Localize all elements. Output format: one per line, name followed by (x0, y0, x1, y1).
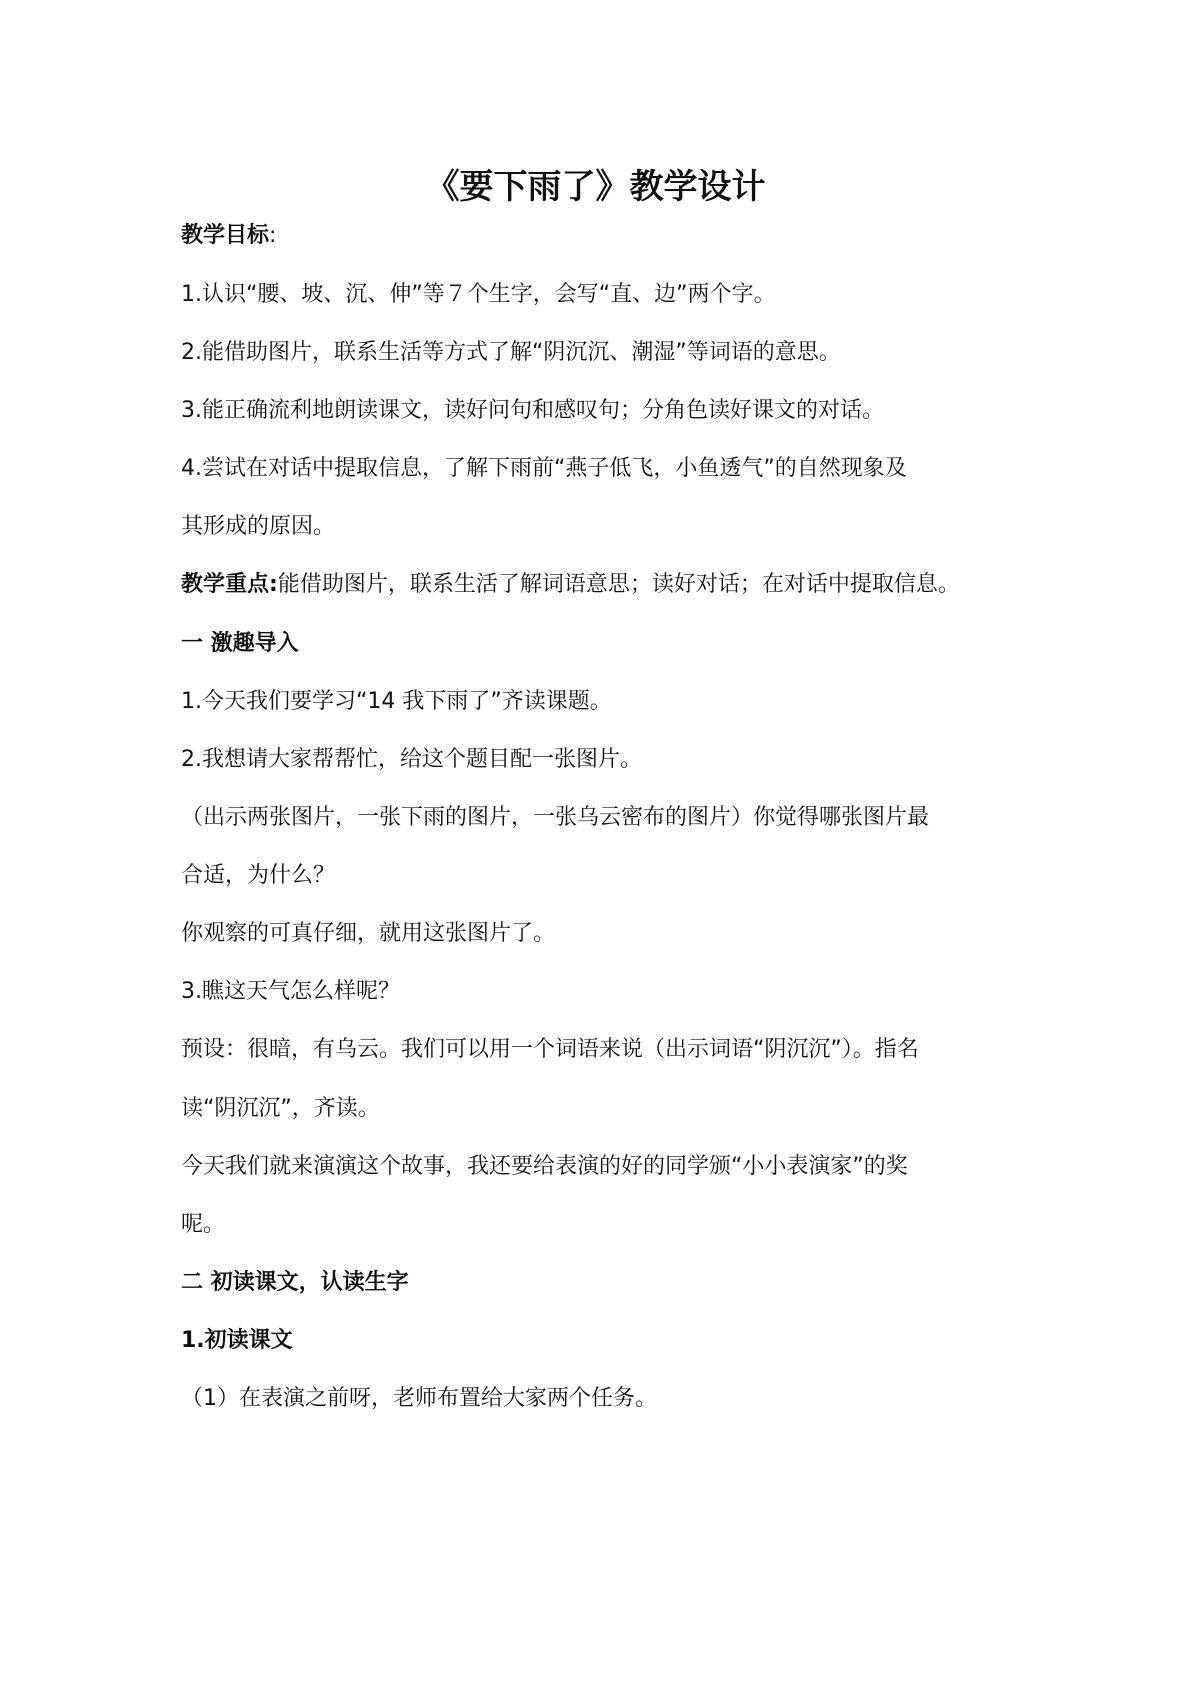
key-points-label: 教学重点: (181, 572, 278, 597)
section-line: 1.今天我们要学习“14 我下雨了”齐读课题。 (181, 689, 612, 714)
document-title: 《要下雨了》教学设计 (425, 167, 766, 207)
objective-item: 1.认识“腰、坡、沉、伸”等７个生字，会写“直、边”两个字。 (181, 282, 776, 307)
key-points-text: 能借助图片，联系生活了解词语意思；读好对话；在对话中提取信息。 (277, 572, 960, 597)
objective-item-continued: 其形成的原因。 (181, 514, 336, 539)
section-line: 2.我想请大家帮帮忙，给这个题目配一张图片。 (181, 747, 642, 772)
section-line: 预设：很暗，有乌云。我们可以用一个词语来说（出示词语“阴沉沉”）。指名 (181, 1037, 919, 1062)
section-line: （出示两张图片，一张下雨的图片，一张乌云密布的图片）你觉得哪张图片最 (181, 805, 930, 830)
section-line: 呢。 (181, 1212, 226, 1237)
objectives-heading (181, 219, 1031, 253)
objective-item: 2.能借助图片，联系生活等方式了解“阴沉沉、潮湿”等词语的意思。 (181, 340, 841, 365)
section-line: 你观察的可真仔细，就用这张图片了。 (181, 921, 556, 946)
sub-heading-first-reading: 1.初读课文 (181, 1328, 293, 1353)
section-heading-reading: 二 初读课文，认读生字 (181, 1270, 409, 1295)
objectives-label: 教学目标 (181, 223, 270, 248)
objective-item: 4.尝试在对话中提取信息，了解下雨前“燕子低飞，小鱼透气”的自然现象及 (181, 456, 907, 481)
key-points (181, 568, 1031, 602)
section-line: 3.瞧这天气怎么样呢？ (181, 979, 400, 1004)
objectives-colon: : (269, 223, 277, 248)
section-line: （1）在表演之前呀，老师布置给大家两个任务。 (181, 1386, 657, 1411)
section-heading-intro: 一 激趣导入 (181, 631, 299, 656)
section-line: 今天我们就来演演这个故事，我还要给表演的好的同学颁“小小表演家”的奖 (181, 1154, 908, 1179)
objective-item: 3.能正确流利地朗读课文，读好问句和感叹句；分角色读好课文的对话。 (181, 398, 884, 423)
section-line: 合适，为什么？ (181, 863, 336, 888)
section-line: 读“阴沉沉”，齐读。 (181, 1096, 380, 1121)
